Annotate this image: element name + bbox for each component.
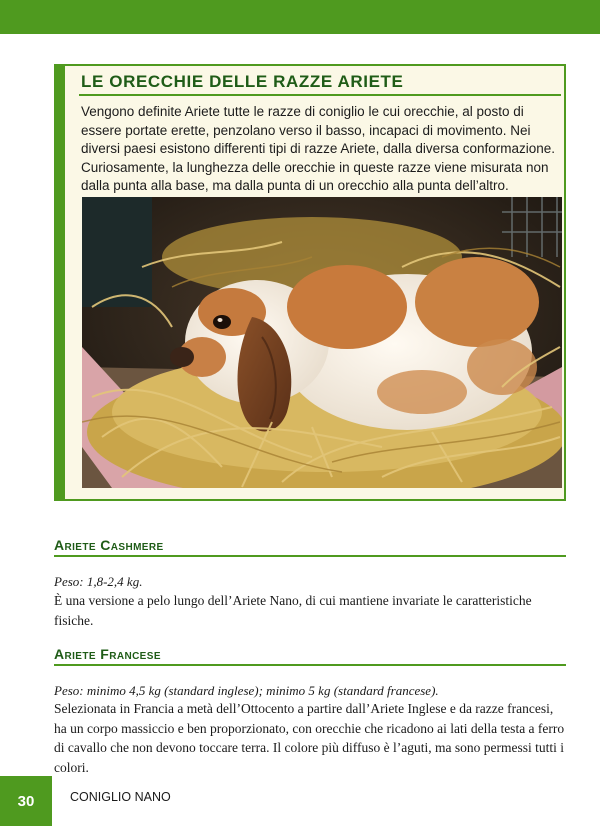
- rabbit-illustration: [82, 197, 562, 488]
- description-francese: Selezionata in Francia a metà dell’Ottocento a partire dall’Ariete Inglese e da razze francesi, ha un corpo massiccio e ben proporzionato, con orecchie che ricadono ai lati della testa a ferro di cavallo che non devono toccare terra. Il colore più diffuso è l’aguti, ma sono permessi tutti i colori.: [54, 701, 565, 775]
- box-top-border: [54, 64, 566, 66]
- section-title-francese: Ariete Francese: [54, 646, 161, 662]
- section-rule-cashmere: [54, 555, 566, 557]
- box-title-rule: [79, 94, 561, 96]
- top-color-bar: [0, 0, 600, 34]
- section-title-cashmere: Ariete Cashmere: [54, 537, 164, 553]
- page-number: 30: [0, 776, 52, 826]
- box-title: LE ORECCHIE DELLE RAZZE ARIETE: [81, 72, 404, 91]
- description-cashmere: È una versione a pelo lungo dell’Ariete Nano, di cui mantiene invariate le caratteristiche fisiche.: [54, 593, 532, 628]
- running-head: CONIGLIO NANO: [70, 790, 171, 804]
- box-text: Vengono definite Ariete tutte le razze di coniglio le cui orecchie, al posto di essere portate erette, penzolano verso il basso, incapaci di movimento. Nei diversi paesi esistono differenti tipi di razze Ariete, dalla diversa conformazione. Curiosamente, la lunghezza delle orecchie in queste razze viene misurata non dalla punta alla base, ma dalla punta di un orecchio alla punta dell’altro.: [81, 104, 555, 193]
- rabbit-photo: [82, 197, 562, 488]
- weight-cashmere: Peso: 1,8-2,4 kg.: [54, 574, 143, 589]
- section-rule-francese: [54, 664, 566, 666]
- sidebar-box: [54, 64, 566, 501]
- weight-francese: Peso: minimo 4,5 kg (standard inglese); minimo 5 kg (standard francese).: [54, 683, 439, 698]
